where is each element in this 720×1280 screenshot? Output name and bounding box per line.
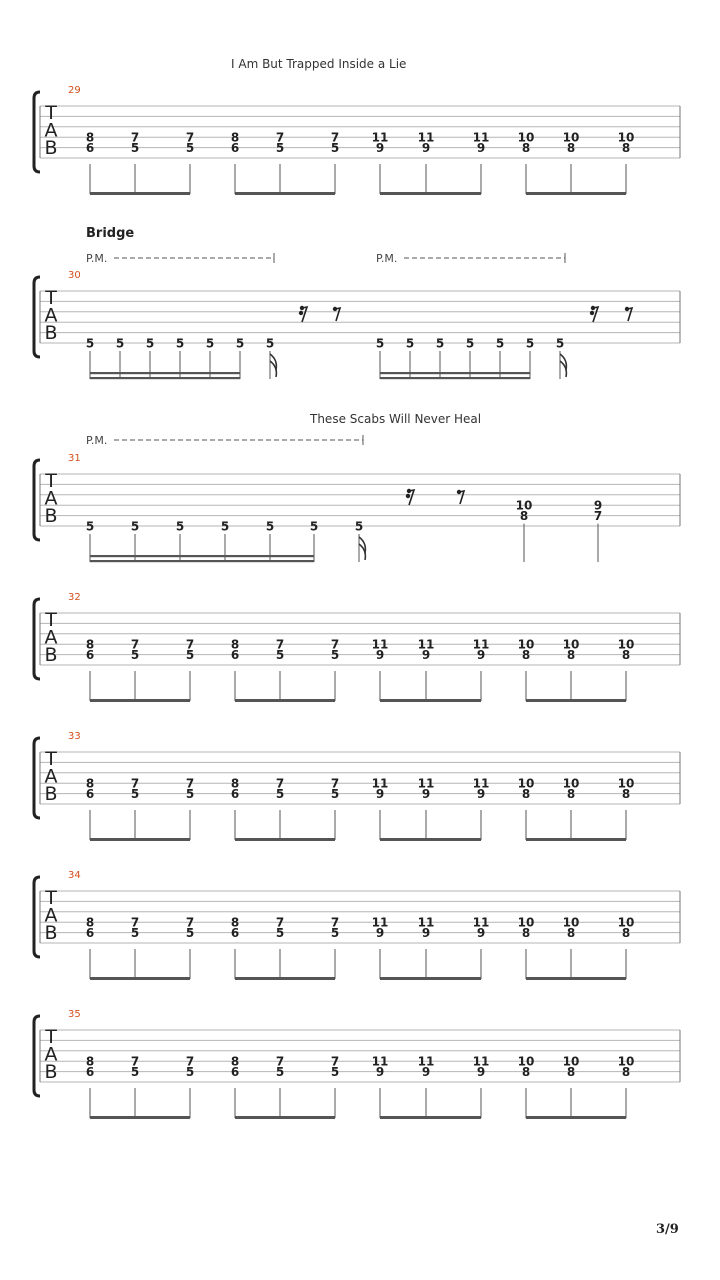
fret-number: 5 <box>275 648 285 663</box>
tab-clef-letter-B: B <box>44 1061 58 1083</box>
tab-clef-letter-B: B <box>44 322 58 344</box>
lyric-text: I Am But Trapped Inside a Lie <box>231 57 407 71</box>
section-label-bridge: Bridge <box>86 226 135 241</box>
fret-number: 11 <box>371 776 389 791</box>
fret-number: 9 <box>375 648 385 663</box>
beam <box>90 1116 190 1119</box>
beam <box>90 838 190 841</box>
fret-number: 5 <box>175 336 185 351</box>
fret-number: 5 <box>185 648 195 663</box>
fret-number: 6 <box>85 141 95 156</box>
tab-clef-letter-B: B <box>44 922 58 944</box>
measure-number: 33 <box>68 731 81 742</box>
tab-clef-letter-B: B <box>44 783 58 805</box>
fret-number: 9 <box>375 926 385 941</box>
system-bracket <box>34 277 40 357</box>
fret-number: 6 <box>230 141 240 156</box>
measure-number: 31 <box>68 453 81 464</box>
beam <box>526 977 626 980</box>
fret-number: 5 <box>130 141 140 156</box>
fret-number: 5 <box>235 336 245 351</box>
tab-system-31 <box>34 435 680 562</box>
fret-number: 5 <box>185 787 195 802</box>
fret-number: 5 <box>465 336 475 351</box>
fret-number: 9 <box>593 498 603 513</box>
fret-number: 11 <box>371 637 389 652</box>
fret-number: 7 <box>330 915 340 930</box>
fret-number: 8 <box>566 1065 576 1080</box>
fret-number: 10 <box>562 130 580 145</box>
fret-number: 10 <box>517 637 535 652</box>
fret-number: 10 <box>515 498 533 513</box>
fret-number: 11 <box>417 637 435 652</box>
fret-number: 5 <box>330 926 340 941</box>
fret-number: 6 <box>230 1065 240 1080</box>
fret-number: 8 <box>521 787 531 802</box>
measure-number: 32 <box>68 592 81 603</box>
fret-number: 5 <box>330 141 340 156</box>
fret-number: 10 <box>517 776 535 791</box>
beam <box>90 699 190 702</box>
fret-number: 10 <box>617 915 635 930</box>
fret-number: 5 <box>130 519 140 534</box>
fret-number: 10 <box>617 776 635 791</box>
fret-number: 9 <box>421 926 431 941</box>
fret-number: 11 <box>417 130 435 145</box>
fret-number: 11 <box>417 1054 435 1069</box>
fret-number: 5 <box>130 787 140 802</box>
fret-number: 5 <box>525 336 535 351</box>
beam <box>380 838 481 841</box>
fret-number: 5 <box>330 787 340 802</box>
fret-number: 8 <box>230 637 240 652</box>
fret-number: 5 <box>495 336 505 351</box>
beam <box>90 192 190 195</box>
fret-number: 6 <box>230 787 240 802</box>
fret-number: 9 <box>421 787 431 802</box>
fret-number: 10 <box>517 130 535 145</box>
beam <box>380 1116 481 1119</box>
fret-number: 8 <box>566 926 576 941</box>
tab-clef-letter-A: A <box>44 626 58 649</box>
fret-number: 5 <box>275 787 285 802</box>
rest-dot <box>299 311 303 315</box>
fret-number: 11 <box>472 1054 490 1069</box>
tab-clef-letter-B: B <box>44 137 58 159</box>
fret-number: 9 <box>476 926 486 941</box>
fret-number: 7 <box>130 130 140 145</box>
fret-number: 9 <box>375 1065 385 1080</box>
fret-number: 6 <box>230 648 240 663</box>
rest-dot <box>406 494 410 498</box>
fret-number: 7 <box>185 637 195 652</box>
fret-number: 11 <box>472 776 490 791</box>
system-bracket <box>34 877 40 957</box>
tab-clef-letter-T: T <box>45 102 57 124</box>
measure-number: 29 <box>68 85 81 96</box>
fret-number: 5 <box>275 926 285 941</box>
fret-number: 11 <box>371 130 389 145</box>
system-bracket <box>34 1016 40 1096</box>
fret-number: 7 <box>130 776 140 791</box>
beam <box>235 977 335 980</box>
fret-number: 7 <box>130 1054 140 1069</box>
fret-number: 10 <box>617 637 635 652</box>
palm-mute-label: P.M. <box>86 252 108 265</box>
fret-number: 5 <box>435 336 445 351</box>
fret-number: 8 <box>85 776 95 791</box>
fret-number: 5 <box>205 336 215 351</box>
beam <box>380 192 481 195</box>
fret-number: 7 <box>130 915 140 930</box>
fret-number: 11 <box>371 915 389 930</box>
fret-number: 9 <box>421 648 431 663</box>
fret-number: 7 <box>275 637 285 652</box>
system-bracket <box>34 599 40 679</box>
fret-number: 11 <box>472 637 490 652</box>
fret-number: 5 <box>275 1065 285 1080</box>
fret-number: 5 <box>330 1065 340 1080</box>
measure-number: 34 <box>68 870 81 881</box>
tab-clef-letter-B: B <box>44 505 58 527</box>
fret-number: 8 <box>621 1065 631 1080</box>
fret-number: 5 <box>85 336 95 351</box>
beam <box>235 192 335 195</box>
fret-number: 8 <box>621 648 631 663</box>
fret-number: 10 <box>617 130 635 145</box>
fret-number: 7 <box>185 776 195 791</box>
fret-number: 5 <box>330 648 340 663</box>
fret-number: 8 <box>521 141 531 156</box>
fret-number: 11 <box>472 915 490 930</box>
fret-number: 9 <box>421 141 431 156</box>
fret-number: 7 <box>330 776 340 791</box>
system-bracket <box>34 92 40 172</box>
fret-number: 8 <box>621 787 631 802</box>
fret-number: 6 <box>85 926 95 941</box>
fret-number: 10 <box>517 915 535 930</box>
measure-number: 30 <box>68 270 81 281</box>
fret-number: 5 <box>85 519 95 534</box>
tab-clef-letter-A: A <box>44 1043 58 1066</box>
fret-number: 8 <box>230 1054 240 1069</box>
tab-clef-letter-T: T <box>45 470 57 492</box>
fret-number: 8 <box>85 130 95 145</box>
fret-number: 8 <box>566 787 576 802</box>
fret-number: 8 <box>85 1054 95 1069</box>
beam <box>526 192 626 195</box>
fret-number: 5 <box>375 336 385 351</box>
fret-number: 7 <box>593 509 603 524</box>
fret-number: 5 <box>354 519 364 534</box>
fret-number: 8 <box>230 915 240 930</box>
fret-number: 5 <box>405 336 415 351</box>
fret-number: 8 <box>519 509 529 524</box>
fret-number: 6 <box>85 1065 95 1080</box>
fret-number: 8 <box>621 141 631 156</box>
fret-number: 5 <box>309 519 319 534</box>
beam <box>235 838 335 841</box>
beam <box>235 699 335 702</box>
fret-number: 11 <box>371 1054 389 1069</box>
beam <box>380 372 530 374</box>
fret-number: 7 <box>275 915 285 930</box>
fret-number: 5 <box>275 141 285 156</box>
tab-clef-letter-A: A <box>44 487 58 510</box>
fret-number: 5 <box>130 648 140 663</box>
fret-number: 10 <box>617 1054 635 1069</box>
tab-clef-letter-T: T <box>45 748 57 770</box>
tab-clef-letter-A: A <box>44 904 58 927</box>
fret-number: 9 <box>476 1065 486 1080</box>
fret-number: 8 <box>521 648 531 663</box>
beam <box>90 555 314 557</box>
fret-number: 7 <box>275 776 285 791</box>
fret-number: 8 <box>85 915 95 930</box>
fret-number: 9 <box>476 141 486 156</box>
tab-clef-letter-T: T <box>45 609 57 631</box>
fret-number: 10 <box>562 1054 580 1069</box>
fret-number: 5 <box>130 926 140 941</box>
lyric-text: These Scabs Will Never Heal <box>310 412 482 426</box>
fret-number: 6 <box>85 648 95 663</box>
tab-clef-letter-A: A <box>44 119 58 142</box>
beam <box>526 1116 626 1119</box>
fret-number: 5 <box>265 519 275 534</box>
tab-clef-letter-T: T <box>45 287 57 309</box>
fret-number: 8 <box>521 926 531 941</box>
fret-number: 8 <box>521 1065 531 1080</box>
fret-number: 6 <box>230 926 240 941</box>
fret-number: 5 <box>145 336 155 351</box>
fret-number: 9 <box>421 1065 431 1080</box>
fret-number: 5 <box>130 1065 140 1080</box>
rest-dot <box>590 311 594 315</box>
fret-number: 5 <box>555 336 565 351</box>
fret-number: 7 <box>275 1054 285 1069</box>
fret-number: 7 <box>330 1054 340 1069</box>
fret-number: 6 <box>85 787 95 802</box>
fret-number: 10 <box>562 915 580 930</box>
fret-number: 9 <box>476 787 486 802</box>
tab-clef-letter-B: B <box>44 644 58 666</box>
tab-clef-letter-A: A <box>44 304 58 327</box>
fret-number: 9 <box>476 648 486 663</box>
fret-number: 11 <box>417 915 435 930</box>
tab-clef-letter-T: T <box>45 1026 57 1048</box>
tab-clef-letter-T: T <box>45 887 57 909</box>
fret-number: 10 <box>517 1054 535 1069</box>
fret-number: 9 <box>375 787 385 802</box>
beam <box>526 699 626 702</box>
fret-number: 10 <box>562 776 580 791</box>
system-bracket <box>34 738 40 818</box>
fret-number: 7 <box>275 130 285 145</box>
fret-number: 8 <box>621 926 631 941</box>
fret-number: 7 <box>185 915 195 930</box>
beam <box>380 377 530 379</box>
fret-number: 5 <box>220 519 230 534</box>
fret-number: 5 <box>185 1065 195 1080</box>
beam <box>380 977 481 980</box>
measure-number: 35 <box>68 1009 81 1020</box>
fret-number: 11 <box>417 776 435 791</box>
beam <box>380 699 481 702</box>
fret-number: 8 <box>85 637 95 652</box>
tab-clef-letter-A: A <box>44 765 58 788</box>
fret-number: 5 <box>185 141 195 156</box>
fret-number: 10 <box>562 637 580 652</box>
tab-system-30 <box>34 253 680 379</box>
fret-number: 5 <box>175 519 185 534</box>
beam <box>90 560 314 562</box>
beam <box>90 372 240 374</box>
fret-number: 7 <box>330 637 340 652</box>
fret-number: 5 <box>115 336 125 351</box>
system-bracket <box>34 460 40 540</box>
fret-number: 11 <box>472 130 490 145</box>
page-number: 3/9 <box>656 1222 679 1237</box>
fret-number: 8 <box>230 130 240 145</box>
fret-number: 7 <box>130 637 140 652</box>
fret-number: 7 <box>185 130 195 145</box>
fret-number: 9 <box>375 141 385 156</box>
palm-mute-label: P.M. <box>86 434 108 447</box>
fret-number: 8 <box>566 141 576 156</box>
fret-number: 5 <box>185 926 195 941</box>
beam <box>90 977 190 980</box>
fret-number: 8 <box>566 648 576 663</box>
fret-number: 8 <box>230 776 240 791</box>
beam <box>90 377 240 379</box>
fret-number: 7 <box>185 1054 195 1069</box>
beam <box>526 838 626 841</box>
fret-number: 7 <box>330 130 340 145</box>
palm-mute-label: P.M. <box>376 252 398 265</box>
beam <box>235 1116 335 1119</box>
fret-number: 5 <box>265 336 275 351</box>
